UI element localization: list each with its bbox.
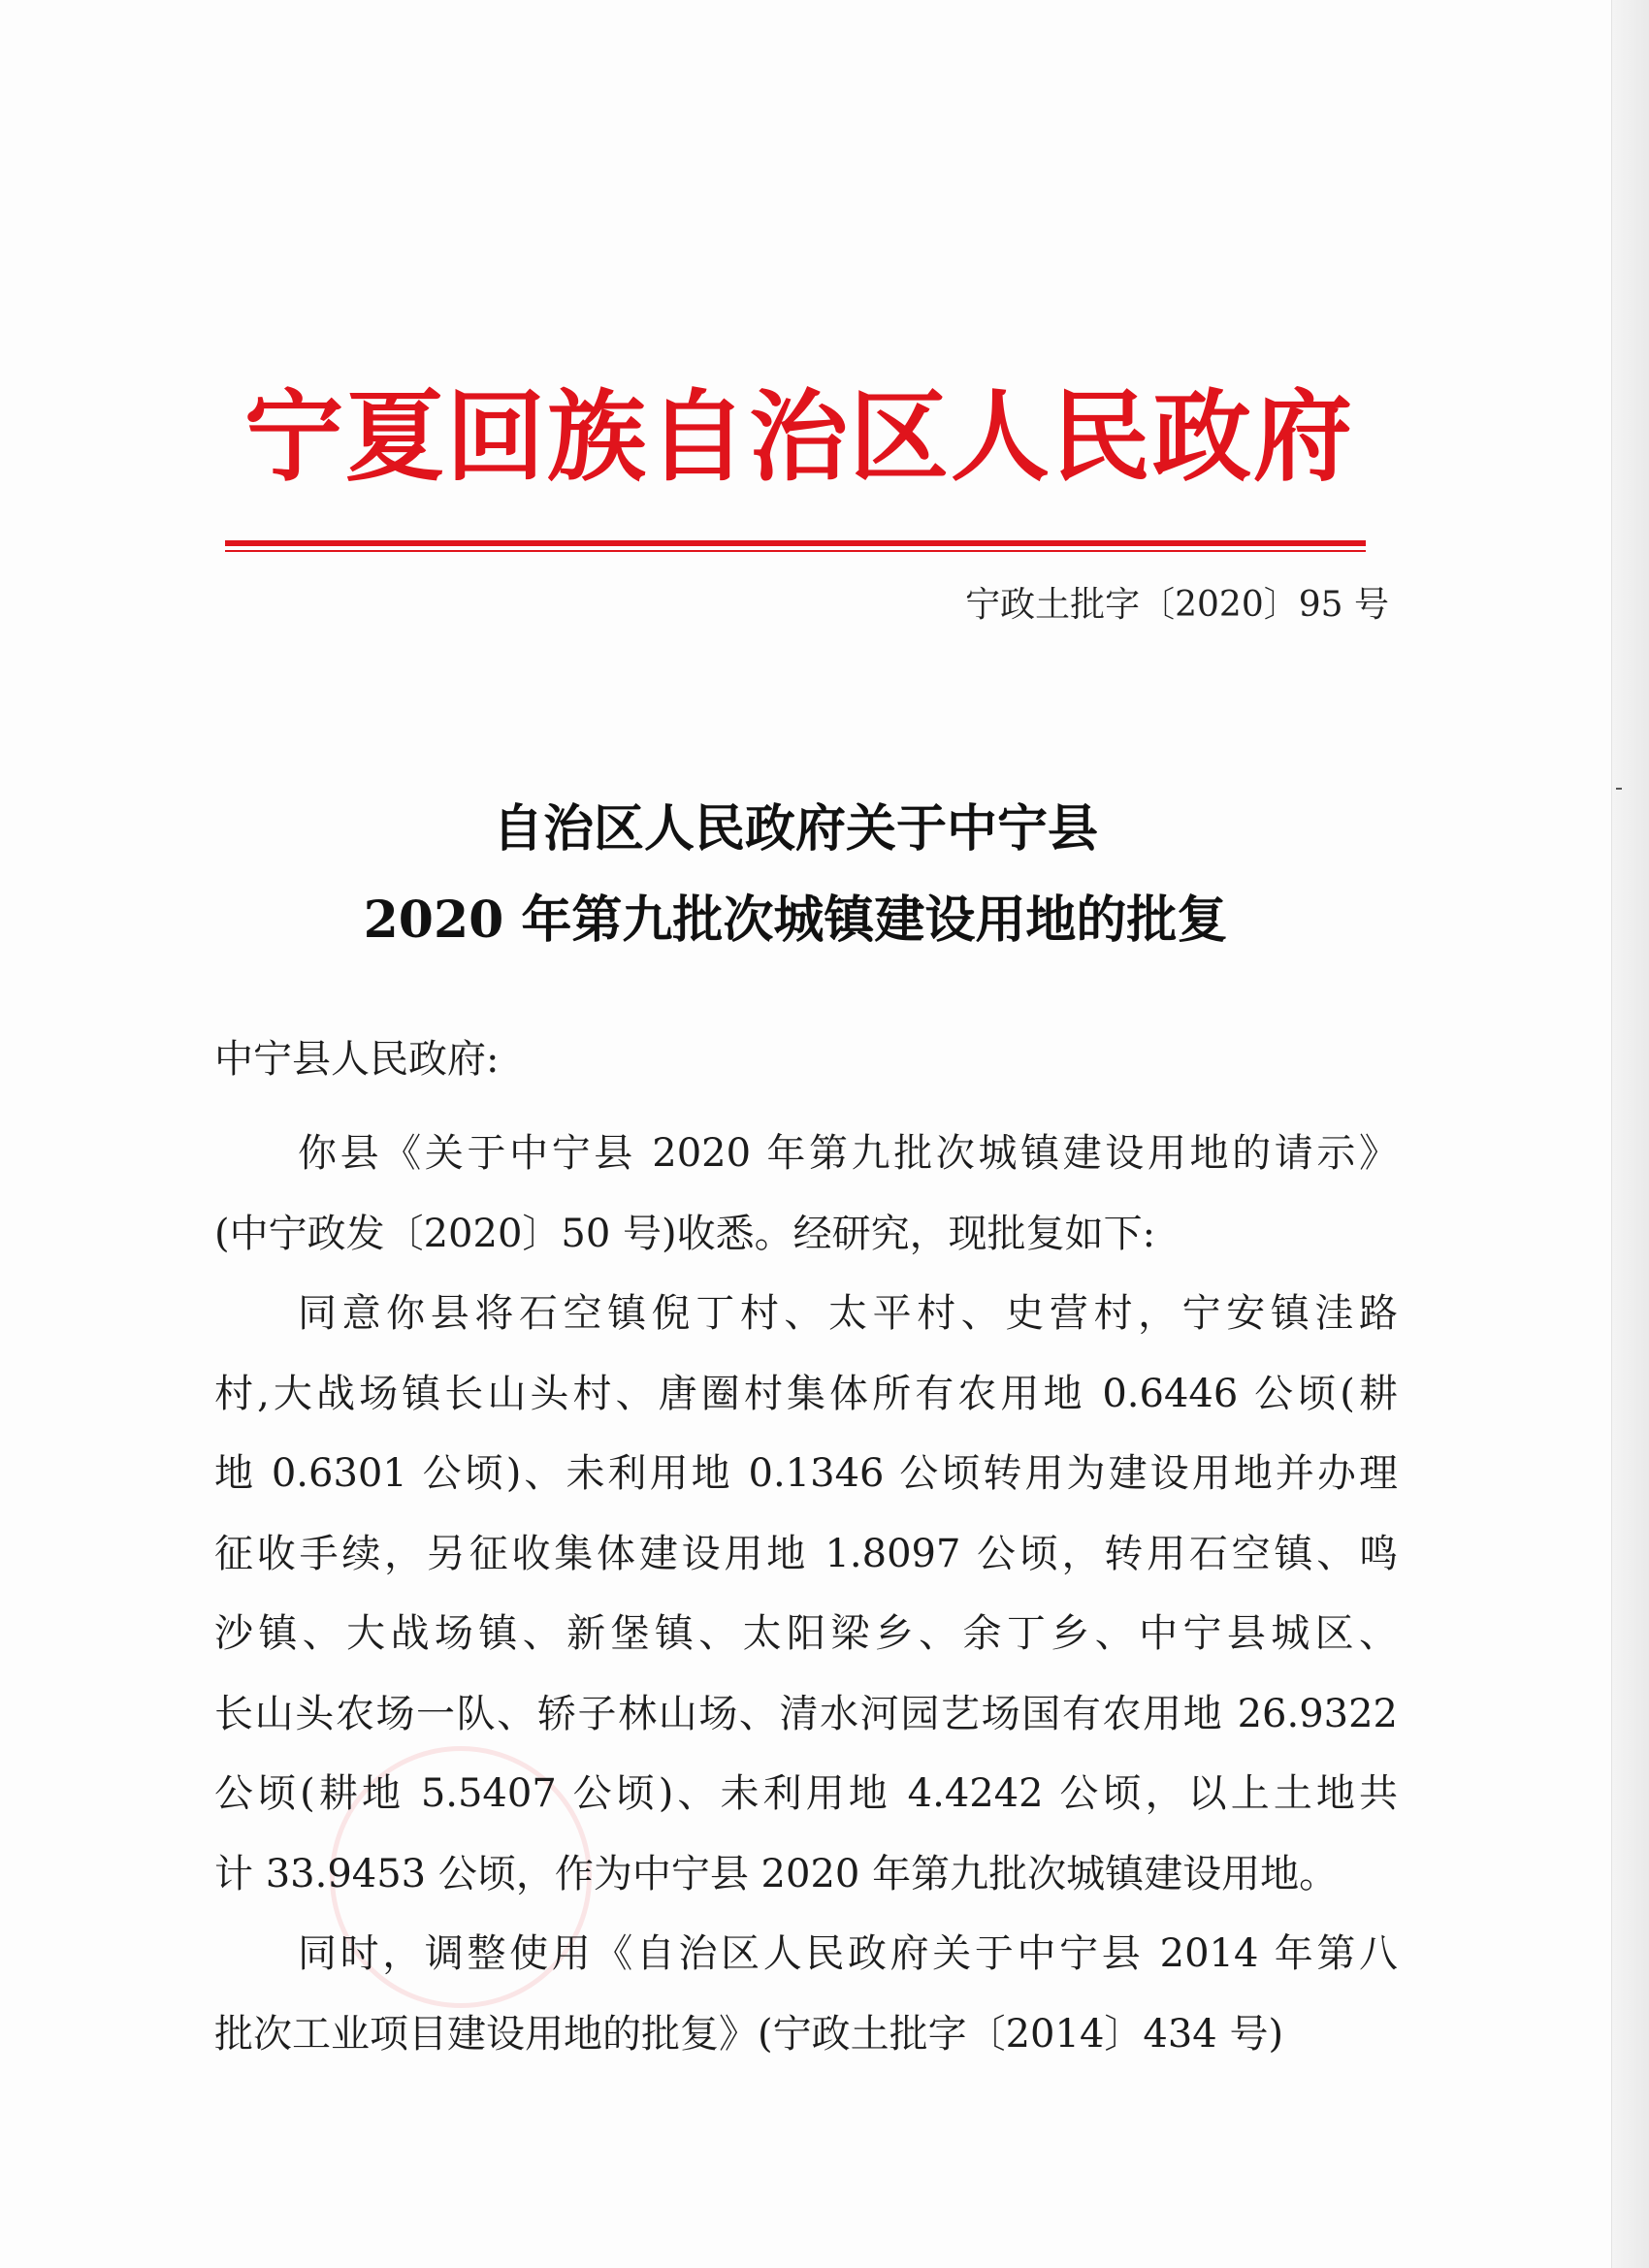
paragraph-2-line-6: 长山头农场一队、轿子林山场、清水河园艺场国有农用地 26.9322: [214, 1691, 1398, 1736]
masthead-issuer: 宁夏回族自治区人民政府: [244, 379, 1354, 496]
document-title-line-2: 2020 年第九批次城镇建设用地的批复: [363, 891, 1228, 950]
paragraph-2-line-2: 村,大战场镇长山头村、唐圈村集体所有农用地 0.6446 公顷(耕: [214, 1371, 1398, 1416]
paragraph-2-line-5: 沙镇、大战场镇、新堡镇、太阳梁乡、余丁乡、中宁县城区、: [214, 1611, 1398, 1656]
paragraph-2-line-8: 计 33.9453 公顷，作为中宁县 2020 年第九批次城镇建设用地。: [214, 1851, 1339, 1896]
paragraph-1-line-2: (中宁政发〔2020〕50 号)收悉。经研究，现批复如下:: [214, 1211, 1156, 1256]
paragraph-2-line-1: 同意你县将石空镇倪丁村、太平村、史营村，宁安镇洼路: [298, 1291, 1398, 1336]
paragraph-1-line-1: 你县《关于中宁县 2020 年第九批次城镇建设用地的请示》: [298, 1131, 1398, 1176]
paragraph-2-line-3: 地 0.6301 公顷)、未利用地 0.1346 公顷转用为建设用地并办理: [214, 1451, 1398, 1496]
body-text: [214, 1114, 1398, 2074]
paragraph-3-line-1: 同时，调整使用《自治区人民政府关于中宁县 2014 年第八: [298, 1931, 1398, 1976]
recipient: 中宁县人民政府:: [214, 1037, 500, 1082]
document-title: [194, 784, 1397, 966]
scan-edge-mark: [1616, 788, 1622, 790]
document-title-line-1: 自治区人民政府关于中宁县: [492, 799, 1098, 859]
scan-edge: [1611, 0, 1649, 2268]
paragraph-2-line-7: 公顷(耕地 5.5407 公顷)、未利用地 4.4242 公顷，以上土地共: [214, 1771, 1398, 1816]
masthead-red-rule-thin: [225, 550, 1366, 552]
paragraph-3-line-2: 批次工业项目建设用地的批复》(宁政土批字〔2014〕434 号): [214, 2011, 1284, 2057]
paragraph-2-line-4: 征收手续，另征收集体建设用地 1.8097 公顷，转用石空镇、鸣: [214, 1531, 1398, 1576]
masthead-red-rule: [225, 540, 1366, 546]
document-number: 宁政土批字〔2020〕95 号: [965, 585, 1389, 625]
